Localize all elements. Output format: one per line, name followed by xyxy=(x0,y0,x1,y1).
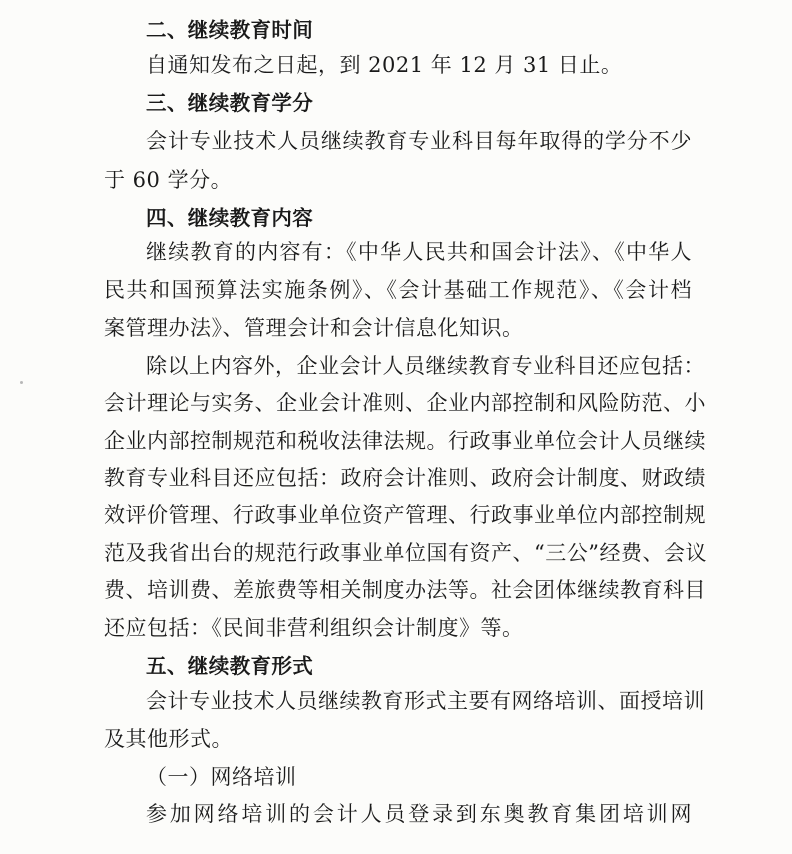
paragraph-line: 自通知发布之日起，到 2021 年 12 月 31 日止。 xyxy=(146,53,623,77)
section-heading-2: 二、继续教育时间 xyxy=(146,18,314,42)
paragraph-line: 除以上内容外，企业会计人员继续教育专业科目还应包括： xyxy=(146,354,705,378)
section-heading-5: 五、继续教育形式 xyxy=(146,654,314,678)
paragraph-line: 继续教育的内容有：《中华人民共和国会计法》、《中华人 xyxy=(146,240,692,264)
paragraph-line: 及其他形式。 xyxy=(104,727,233,751)
paragraph-line: 会计专业技术人员继续教育专业科目每年取得的学分不少 xyxy=(146,129,692,153)
scan-speck xyxy=(20,381,23,384)
paragraph-line: 于 60 学分。 xyxy=(104,168,233,192)
paragraph-line: 教育专业科目还应包括：政府会计准则、政府会计制度、财政绩 xyxy=(104,466,706,490)
paragraph-line: 企业内部控制规范和税收法律法规。行政事业单位会计人员继续 xyxy=(104,429,706,453)
paragraph-line: 还应包括：《民间非营利组织会计制度》等。 xyxy=(104,616,524,640)
paragraph-line: 效评价管理、行政事业单位资产管理、行政事业单位内部控制规 xyxy=(104,503,706,527)
section-heading-4: 四、继续教育内容 xyxy=(146,206,314,230)
paragraph-line: 费、培训费、差旅费等相关制度办法等。社会团体继续教育科目 xyxy=(104,578,706,602)
paragraph-line: 案管理办法》、管理会计和会计信息化知识。 xyxy=(104,316,524,340)
paragraph-line: 参加网络培训的会计人员登录到东奥教育集团培训网 xyxy=(146,802,692,826)
section-heading-3: 三、继续教育学分 xyxy=(146,91,314,115)
paragraph-line: 会计专业技术人员继续教育形式主要有网络培训、面授培训 xyxy=(146,689,705,713)
paragraph-line: 会计理论与实务、企业会计准则、企业内部控制和风险防范、小 xyxy=(104,391,706,415)
subsection-heading: （一）网络培训 xyxy=(146,765,297,789)
paragraph-line: 范及我省出台的规范行政事业单位国有资产、“三公”经费、会议 xyxy=(104,541,707,565)
paragraph-line: 民共和国预算法实施条例》、《会计基础工作规范》、《会计档 xyxy=(104,278,692,302)
